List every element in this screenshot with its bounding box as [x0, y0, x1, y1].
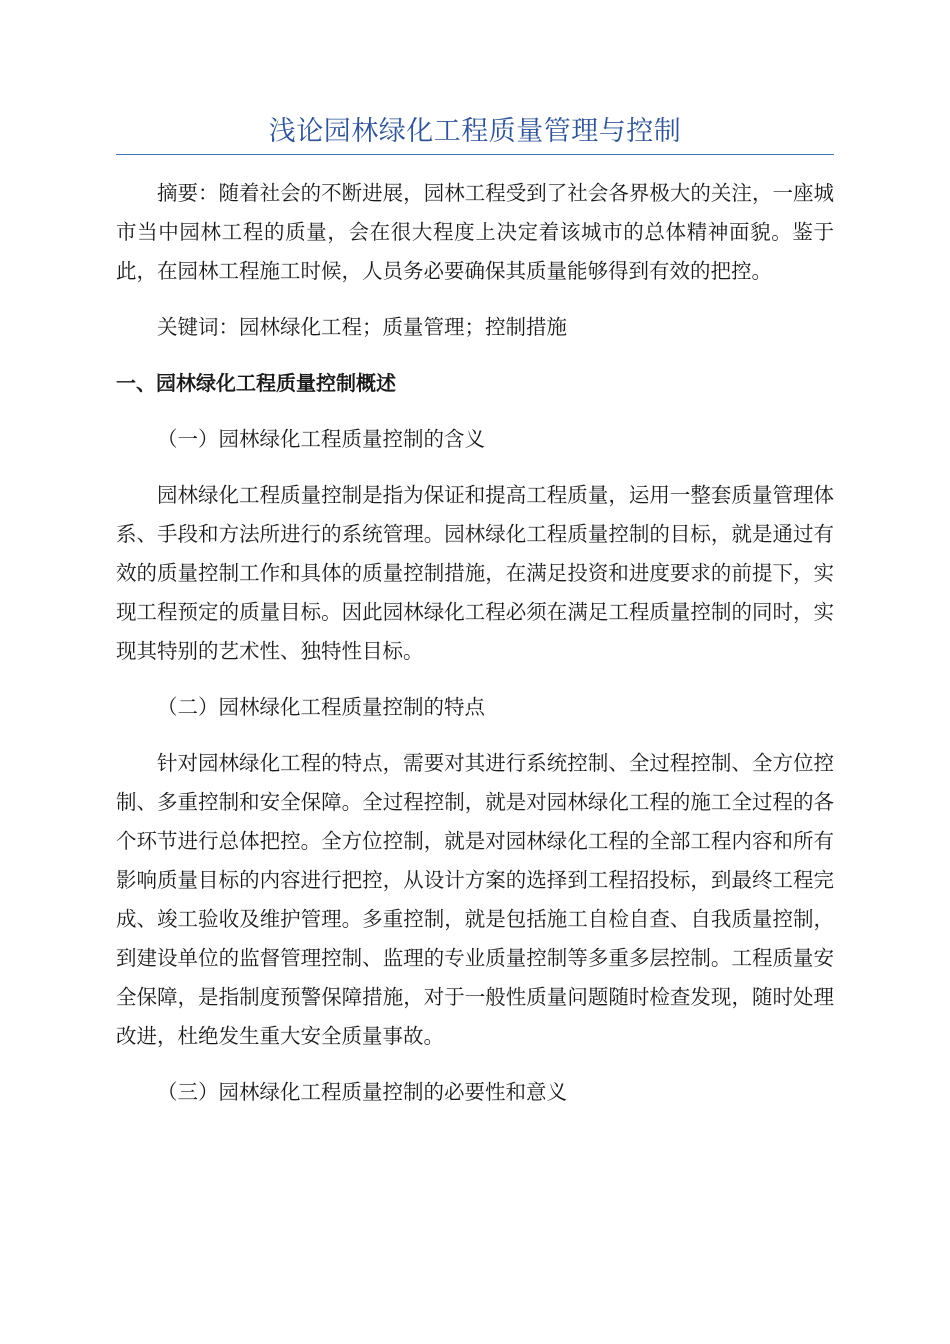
title-underline — [116, 154, 834, 155]
subsection-paragraph-2: 针对园林绿化工程的特点，需要对其进行系统控制、全过程控制、全方位控制、多重控制和安全保障。全过程控制，就是对园林绿化工程的施工全过程的各个环节进行总体把控。全方位控制，就是对园林绿化工程的全部工程内容和所有影响质量目标的内容进行把控，从设计方案的选择到工程招投标，到最终工程完成、竣工验收及维护管理。多重控制，就是包括施工自检自查、自我质量控制，到建设单位的监督管理控制、监理的专业质量控制等多重多层控制。工程质量安全保障，是指制度预警保障措施，对于一般性质量问题随时检查发现，随时处理改进，杜绝发生重大安全质量事故。 — [116, 751, 834, 1048]
subsection-heading-1: （一）园林绿化工程质量控制的含义 — [157, 427, 485, 451]
keywords-paragraph: 关键词：园林绿化工程；质量管理；控制措施 — [157, 315, 567, 339]
document-body — [116, 174, 834, 1129]
subsection-heading-3: （三）园林绿化工程质量控制的必要性和意义 — [157, 1080, 567, 1104]
section-heading-1: 一、园林绿化工程质量控制概述 — [116, 371, 396, 395]
document-title: 浅论园林绿化工程质量管理与控制 — [268, 116, 682, 147]
subsection-heading-2: （二）园林绿化工程质量控制的特点 — [157, 695, 485, 719]
subsection-paragraph-1: 园林绿化工程质量控制是指为保证和提高工程质量，运用一整套质量管理体系、手段和方法所进行的系统管理。园林绿化工程质量控制的目标，就是通过有效的质量控制工作和具体的质量控制措施，在满足投资和进度要求的前提下，实现工程预定的质量目标。因此园林绿化工程必须在满足工程质量控制的同时，实现其特别的艺术性、独特性目标。 — [116, 483, 834, 663]
abstract-paragraph: 摘要：随着社会的不断进展，园林工程受到了社会各界极大的关注，一座城市当中园林工程的质量，会在很大程度上决定着该城市的总体精神面貌。鉴于此，在园林工程施工时候，人员务必要确保其质量能够得到有效的把控。 — [116, 181, 834, 283]
